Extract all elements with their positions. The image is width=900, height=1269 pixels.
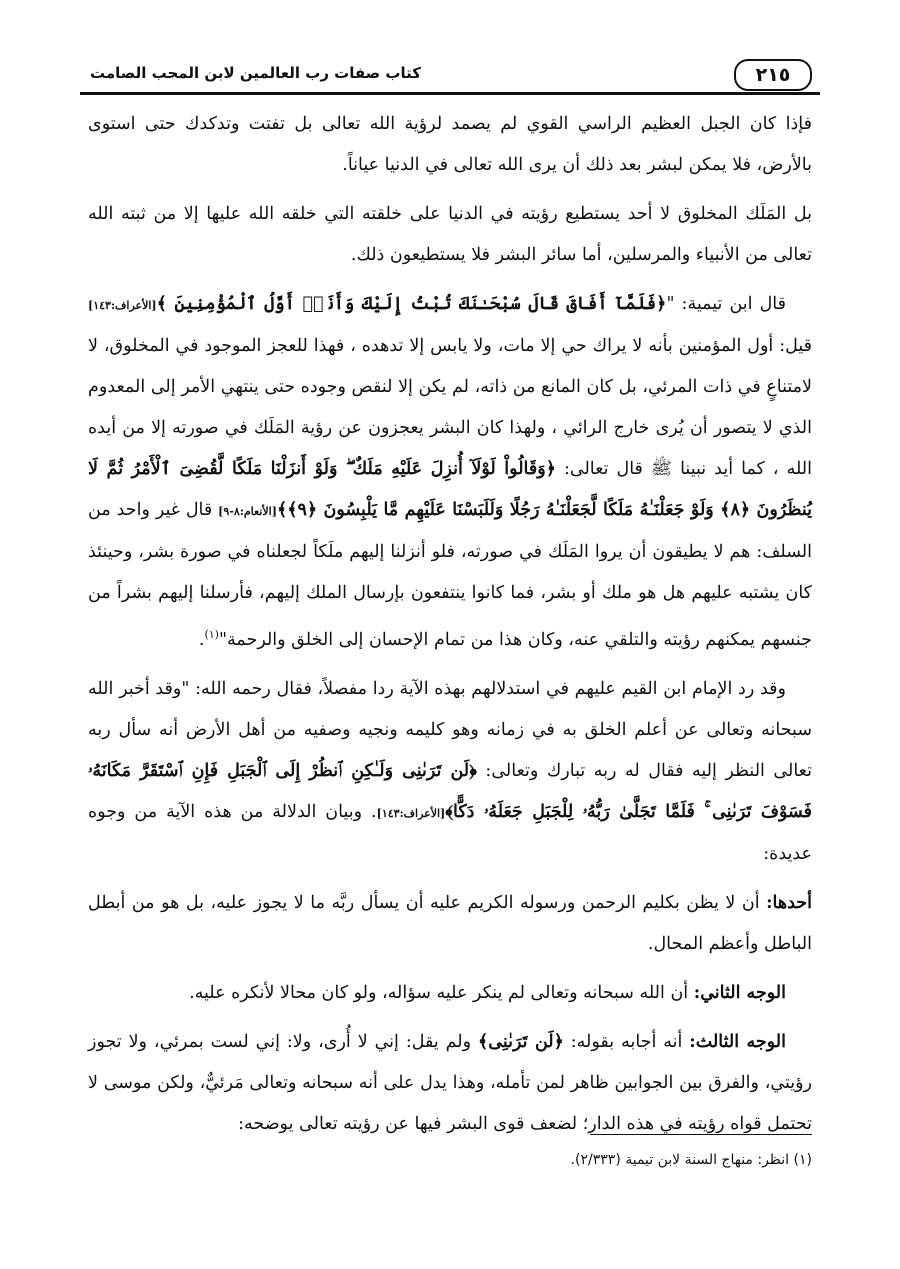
quran-verse: ﴿وَقَالُواْ لَوْلَآ أُنزِلَ عَلَيْهِ مَلَكٌ ۖ وَلَوْ أَنزَلْنَا مَلَكًا لَّقُضِىَ ٱلْأَمْرُ ثُمَّ لَا يُنظَرُونَ ﴿٨﴾ وَلَوْ جَعَلْنَـٰهُ مَلَكًا لَّجَعَلْنَـٰهُ رَجُلًا وَلَلَبَسْنَا عَلَيْهِم مَّا يَلْبِسُونَ ﴿٩﴾﴾ bbox=[88, 459, 813, 520]
paragraph-6 bbox=[88, 883, 812, 965]
paragraph-7 bbox=[88, 973, 812, 1014]
page-body bbox=[88, 104, 812, 1153]
book-title: كتاب صفات رب العالمين لابن المحب الصامت bbox=[90, 64, 421, 82]
paragraph-text: أنه أجابه بقوله: bbox=[570, 1031, 683, 1052]
point-lead: الوجه الثالث: bbox=[689, 1031, 786, 1052]
point-lead: الوجه الثاني: bbox=[693, 982, 786, 1003]
quran-verse: ﴿لَن تَرَىٰنِى وَلَـٰكِنِ ٱنظُرْ إِلَى ٱلْجَبَلِ فَإِنِ ٱسْتَقَرَّ مَكَانَهُۥ فَسَوْفَ تَرَىٰنِى ۚ فَلَمَّا تَجَلَّىٰ رَبُّهُۥ لِلْجَبَلِ جَعَلَهُۥ دَكًّا﴾ bbox=[88, 760, 812, 822]
paragraph-text: أن الله سبحانه وتعالى لم ينكر عليه سؤاله، ولو كان محالا لأنكره عليه. bbox=[189, 982, 689, 1003]
paragraph-2: بل المَلَك المخلوق لا أحد يستطيع رؤيته في الدنيا على خلقته التي خلقه الله عليها إلا من ثبته الله تعالى من الأنبياء والمرسلين، أما سائر البشر فلا يستطيعون ذلك. bbox=[88, 204, 812, 265]
quran-verse: ﴿لَن تَرَىٰنِى﴾ bbox=[477, 1031, 564, 1052]
paragraph-text: قال غير واحد من السلف: هم لا يطيقون أن يروا المَلَك في صورته، فلو أنزلنا إليهم ملَكاً لجعلناه في صورة بشر، وحينئذ كان يشتبه عليهم هل هو ملك أو بشر، فما كانوا ينتفعون بإرسال الملك إليهم، فأرسلنا إليهم بشراً من جنسهم يمكنهم رؤيته والتلقي عنه، وكان هذا من تمام الإحسان إلى الخلق والرحمة" bbox=[88, 500, 812, 650]
paragraph-1: فإذا كان الجبل العظيم الراسي القوي لم يصمد لرؤية الله تعالى بل تفتت وتدكدك حتى استوى بالأرض، فلا يمكن لبشر بعد ذلك أن يرى الله تعالى في الدنيا عياناً. bbox=[88, 114, 812, 175]
paragraph-text: أن لا يظن بكليم الرحمن ورسوله الكريم عليه أن يسأل ربَّه ما لا يجوز عليه، بل هو من أبطل الباطل وأعظم المحال. bbox=[88, 892, 812, 954]
paragraph-8 bbox=[88, 1022, 812, 1145]
paragraph-text: . وبيان الدلالة من هذه الآية من وجوه عديدة: bbox=[88, 801, 812, 864]
quran-verse: ﴿فَلَمَّآ أَفَاقَ قَالَ سُبْحَـٰنَكَ تُبْتُ إِلَيْكَ وَأَنَا۠ أَوَّلُ ٱلْمُؤْمِنِينَ ﴾ bbox=[156, 294, 667, 314]
header-divider bbox=[80, 92, 820, 95]
footnote-divider bbox=[590, 1134, 812, 1135]
paragraph-text: قيل: أول المؤمنين بأنه لا يراك حي إلا مات، ولا يابس إلا تدهده ، فهذا للعجز الموجود في المخلوق، لا لامتناعٍ في ذات المرئي، بل كان المانع من ذاته، لم يكن إلا لنقص وجوده حتى ينتهي الأمر إلى المعدوم الذي لا يتصور أن يُرى خارج الرائي ، ولهذا كان البشر يعجزون عن رؤية المَلَك في صورته إلا من أيده الله ، كما أيد نبينا ﷺ قال تعالى: bbox=[88, 336, 812, 479]
footnote-marker: (١) bbox=[204, 628, 219, 641]
paragraph-5 bbox=[88, 669, 812, 875]
page-header bbox=[80, 55, 820, 95]
footnote: (١) انظر: منهاج السنة لابن تيمية (٢/٣٣٣). bbox=[570, 1152, 812, 1168]
paragraph-text: وقد رد الإمام ابن القيم عليهم في استدلالهم بهذه الآية ردا مفصلاً، فقال رحمه الله: "وقد أخبر الله سبحانه وتعالى عن أعلم الخلق به في زمانه وهو كليمه ونجيه وصفيه من أهل الأرض أنه سأل ربه تعالى النظر إليه فقال له ربه تبارك وتعالى: bbox=[88, 678, 812, 781]
verse-reference: [الأنعام:٨-٩] bbox=[218, 505, 277, 518]
paragraph-text: ولم يقل: إني لا أُرى، ولا: إني لست بمرئي، ولا تجوز رؤيتي، والفرق بين الجوابين ظاهر لمن تأمله، وهذا يدل على أنه سبحانه وتعالى مَرئيٌّ، ولكن موسى لا تحتمل قواه رؤيته في هذه الدار؛ لضعف قوى البشر فيها عن رؤيته تعالى يوضحه: bbox=[88, 1031, 812, 1134]
ibn-taymiyya-intro: قال ابن تيمية: " bbox=[666, 294, 786, 314]
verse-reference: [الأعراف:١٤٣] bbox=[88, 299, 157, 312]
page-number: ٢١٥ bbox=[734, 59, 812, 91]
verse-reference: [الأعراف:١٤٣] bbox=[376, 806, 446, 820]
point-lead: أحدها: bbox=[766, 892, 812, 913]
paragraph-3: قال ابن تيمية: "﴿فَلَمَّآ أَفَاقَ قَالَ سُبْحَـٰنَكَ تُبْتُ إِلَيْكَ وَأَنَا۠ أَوَّلُ ٱلْمُؤْمِنِينَ ﴾[الأعراف:١٤٣] قيل: أول المؤمنين بأنه لا يراك حي إلا مات، ولا يابس إلا تدهده ، فهذا للعجز الموجود في المخلوق، لا لامتناعٍ في ذات المرئي، بل كان المانع من ذاته، لم يكن إلا لنقص وجوده حتى ينتهي الأمر إلى المعدوم الذي لا يتصور أن يُرى خارج الرائي ، ولهذا كان البشر يعجزون عن رؤية المَلَك في صورته إلا من أيده الله ، كما أيد نبينا ﷺ قال تعالى: ﴿وَقَالُواْ لَوْلَآ أُنزِلَ عَلَيْهِ مَلَكٌ ۖ وَلَوْ أَنزَلْنَا مَلَكًا لَّقُضِىَ ٱلْأَمْرُ ثُمَّ لَا يُنظَرُونَ ﴿٨﴾ وَلَوْ جَعَلْنَـٰهُ مَلَكًا لَّجَعَلْنَـٰهُ رَجُلًا وَلَلَبَسْنَا عَلَيْهِم مَّا يَلْبِسُونَ ﴿٩﴾﴾[الأنعام:٨-٩] قال غير واحد من السلف: هم لا يطيقون أن يروا المَلَك في صورته، فلو أنزلنا إليهم ملَكاً لجعلناه في صورة بشر، وحينئذ كان يشتبه عليهم هل هو ملك أو بشر، فما كانوا ينتفعون بإرسال الملك إليهم، فأرسلنا إليهم بشراً من جنسهم يمكنهم رؤيته والتلقي عنه، وكان هذا من تمام الإحسان إلى الخلق والرحمة"$^{(١)}$. bbox=[88, 294, 813, 650]
